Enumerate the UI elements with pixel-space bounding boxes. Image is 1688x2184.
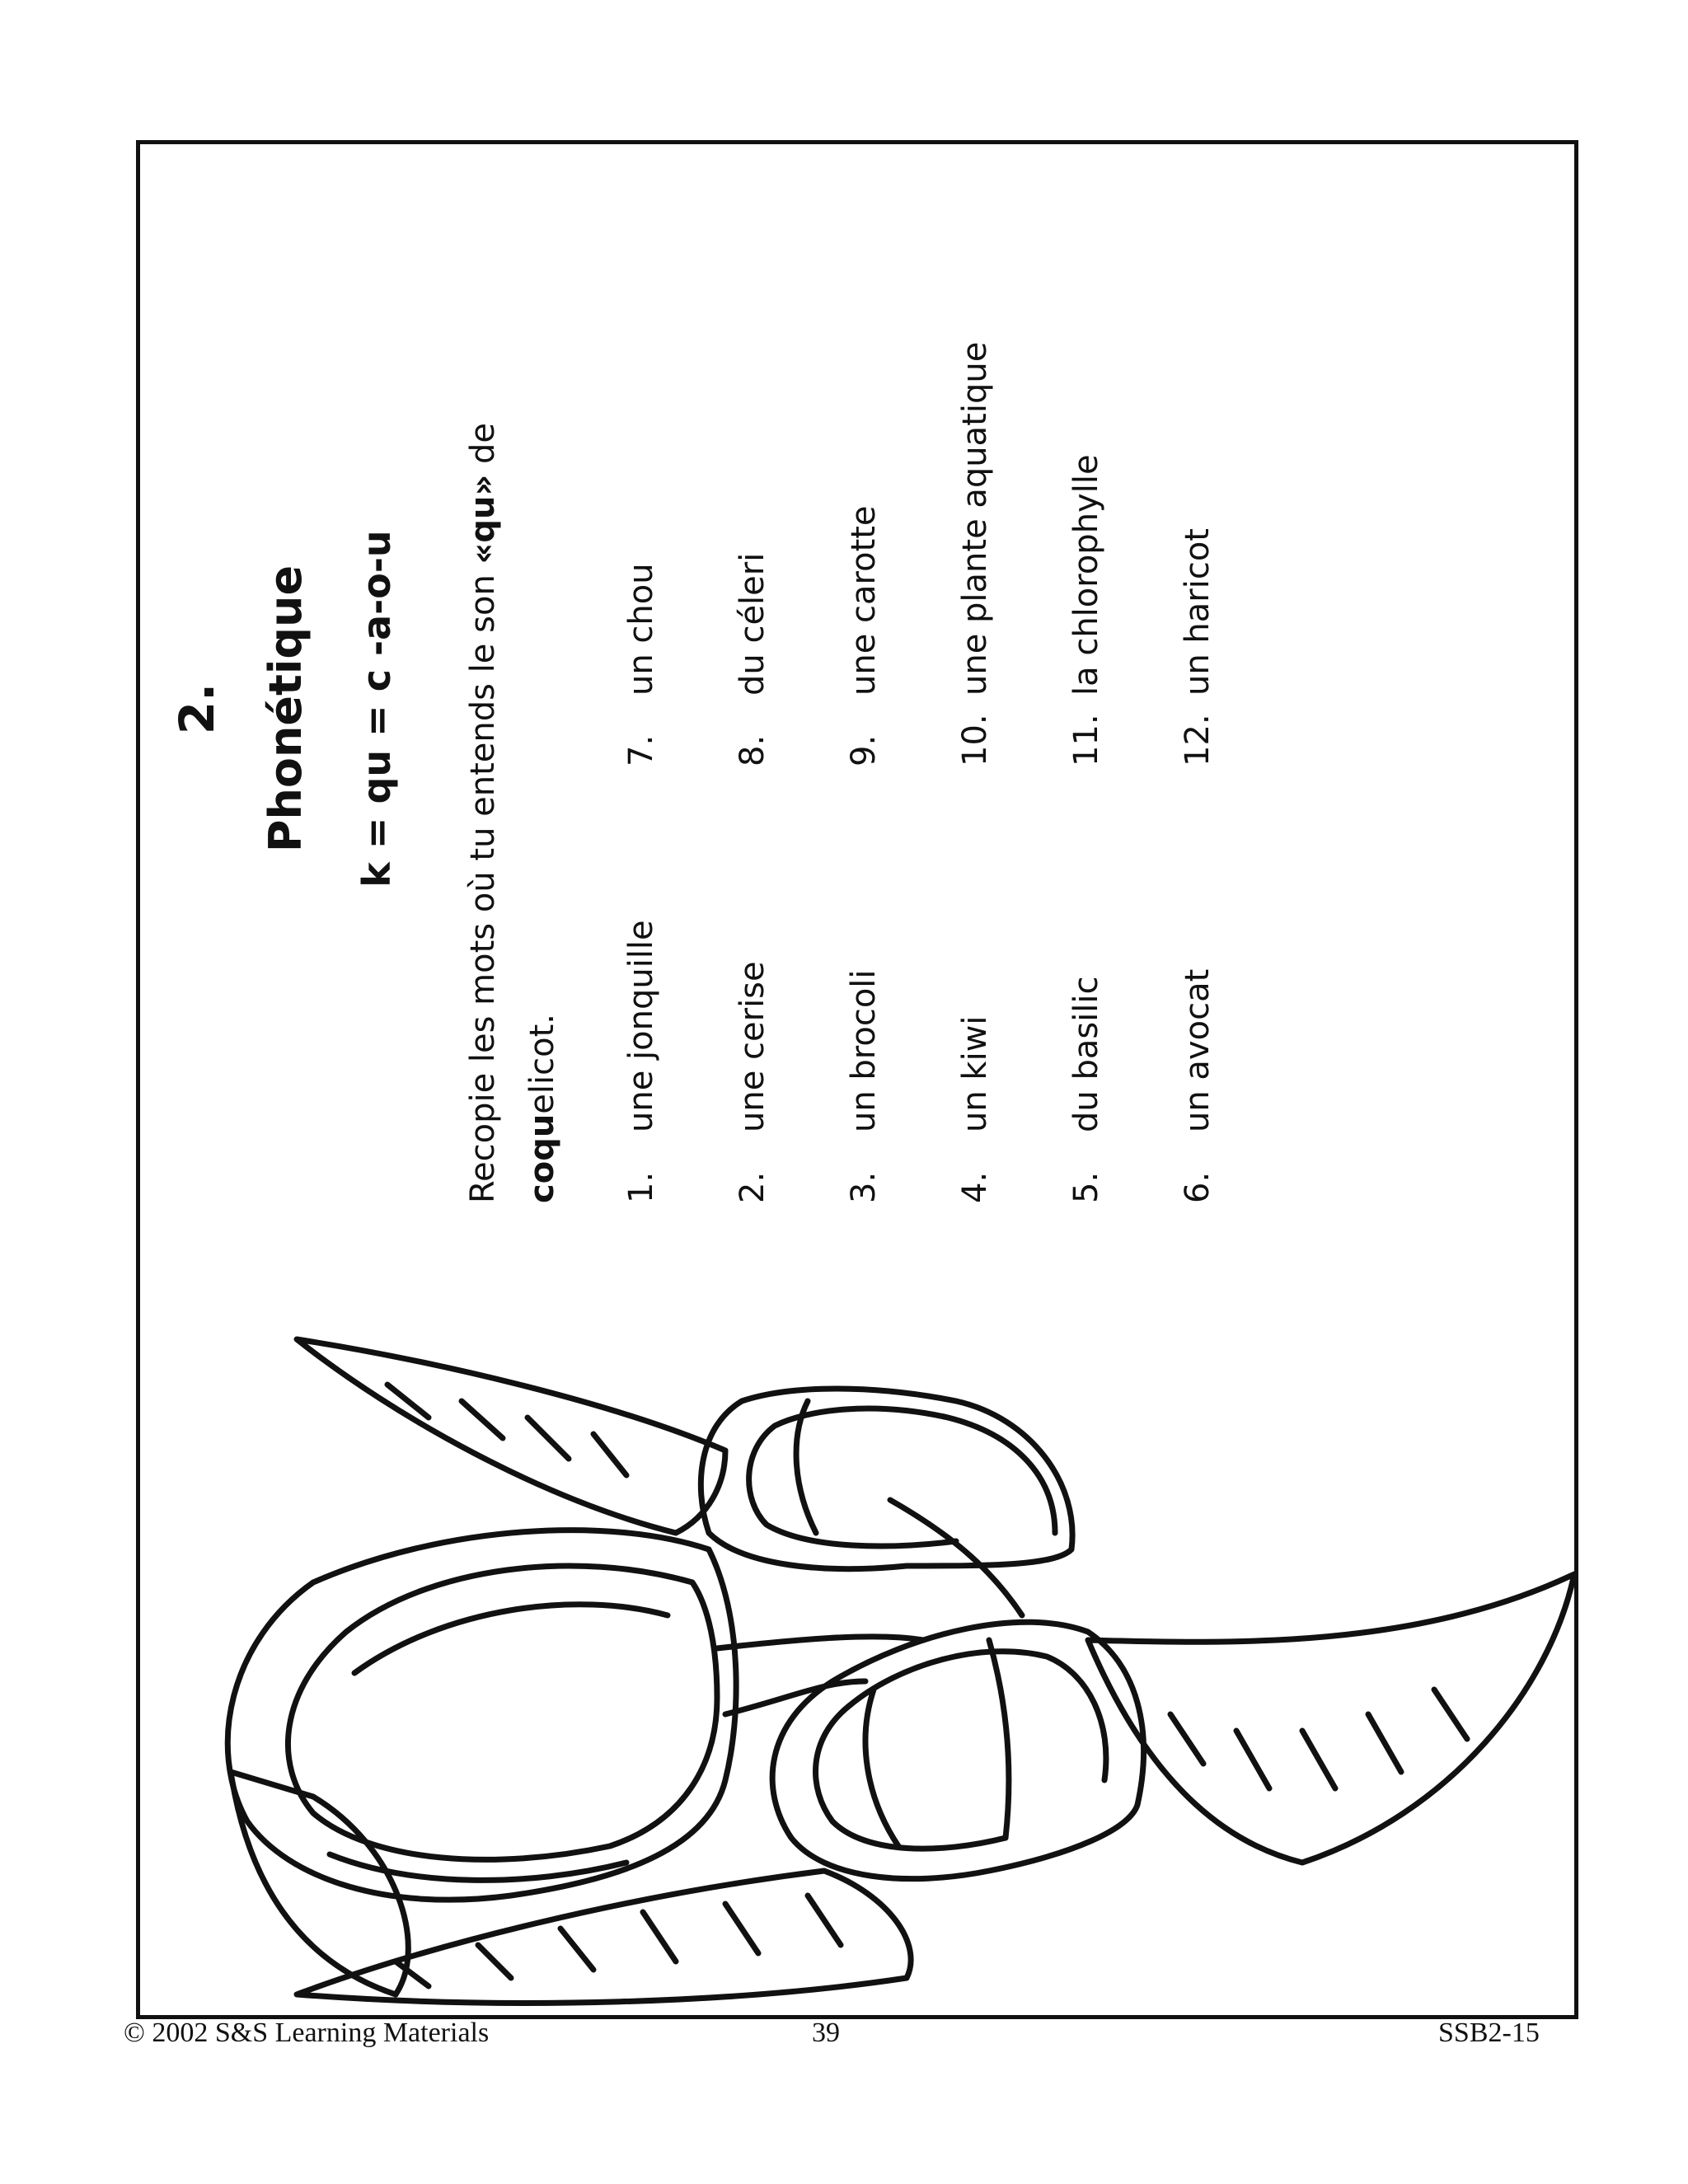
- instruction-part-1: Recopie les mots où tu entends le son: [464, 564, 502, 1203]
- big-tulip-petal: [354, 1605, 668, 1673]
- worksheet-title: Phonétique: [260, 565, 312, 853]
- leaf-left: [231, 1772, 408, 1994]
- list-item: 10.une plante aquatique: [956, 341, 994, 766]
- worksheet-content: [161, 165, 1356, 1253]
- mid-tulip-outer: [772, 1622, 1143, 1878]
- big-tulip-outer: [227, 1530, 736, 1900]
- leaf-right: [1088, 1574, 1574, 1863]
- mid-tulip-petal-2: [989, 1640, 1009, 1838]
- list-item: 4.un kiwi: [956, 1015, 994, 1203]
- word-co: co: [523, 1160, 561, 1203]
- list-item: 5.du basilic: [1067, 976, 1105, 1203]
- document-code: SSB2-15: [1438, 2018, 1540, 2048]
- worksheet-number: 2.: [169, 682, 225, 735]
- instruction-part-2: de: [464, 422, 502, 475]
- phonetic-formula: k = qu = c -a-o-u: [354, 530, 399, 888]
- leaf-top: [297, 1339, 725, 1533]
- copyright-text: © 2002 S&S Learning Materials: [124, 2018, 490, 2048]
- leaf-top-veins: [387, 1385, 626, 1475]
- instruction-text: [453, 231, 572, 1203]
- list-item: 7.un chou: [622, 563, 660, 766]
- list-item: 11.la chlorophylle: [1067, 454, 1105, 766]
- top-tulip-outer: [701, 1389, 1072, 1569]
- stem-3: [890, 1500, 1022, 1615]
- list-item: 12.un haricot: [1179, 528, 1217, 766]
- list-item: 9.une carotte: [845, 505, 883, 766]
- list-item: 1.une jonquille: [622, 920, 660, 1203]
- list-item: 3.un brocoli: [845, 969, 883, 1203]
- instruction-qu: «qu»: [464, 474, 502, 565]
- page-number: 39: [812, 2018, 840, 2048]
- top-tulip-petal: [796, 1401, 816, 1533]
- mid-tulip-petal: [865, 1690, 898, 1846]
- list-item: 8.du céleri: [734, 552, 771, 766]
- word-qu: qu: [523, 1113, 561, 1161]
- list-item: 6.un avocat: [1179, 968, 1217, 1203]
- word-rest: elicot.: [523, 1013, 561, 1114]
- stem-1: [717, 1637, 923, 1648]
- leaf-bottom: [297, 1871, 911, 2003]
- leaf-right-veins: [1170, 1690, 1467, 1788]
- top-tulip-inner: [749, 1408, 1055, 1546]
- list-item: 2.une cerise: [734, 961, 771, 1203]
